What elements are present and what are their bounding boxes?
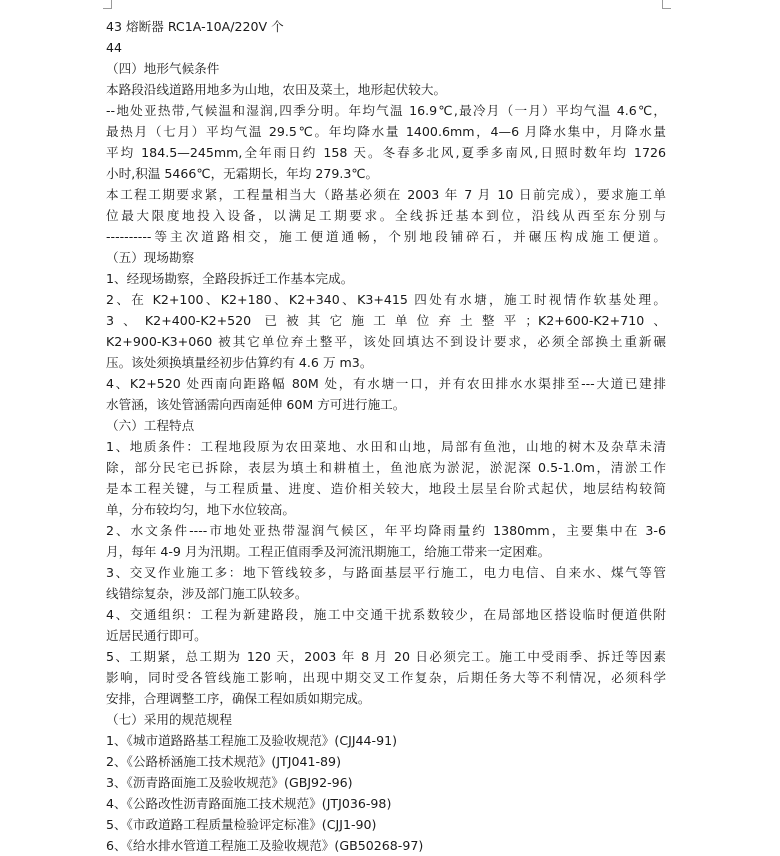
page-margin-corner-mark xyxy=(662,0,671,9)
text-line: ----------等主次道路相交，施工便道通畅，个别地段铺碎石，并碾压构成施工便道。 xyxy=(106,229,666,244)
text-line: 最热月（七月）平均气温 29.5℃。年均降水量 1400.6mm，4—6 月降水集中，月降水量 xyxy=(106,124,666,139)
text-line: 月，每年 4-9 月为汛期。工程正值雨季及河流汛期施工，给施工带来一定困难。 xyxy=(106,544,551,559)
list-item: 3、《沥青路面施工及验收规范》(GBJ92-96) xyxy=(106,775,353,790)
list-item: 1、经现场勘察，全路段拆迁工作基本完成。 xyxy=(106,271,354,286)
section-heading: （七）采用的规范规程 xyxy=(106,712,232,727)
list-item: 3、交叉作业施工多：地下管线较多，与路面基层平行施工，电力电信、自来水、煤气等管 xyxy=(106,565,666,580)
document-page xyxy=(106,16,666,856)
list-item: 4、《公路改性沥青路面施工技术规范》(JTJ036-98) xyxy=(106,796,392,811)
text-line: 近居民通行即可。 xyxy=(106,628,207,643)
text-line: 本工程工期要求紧，工程量相当大（路基必须在 2003 年 7 月 10 日前完成），要求施工单 xyxy=(106,187,666,202)
list-item: 2、水文条件----市地处亚热带湿润气候区，年平均降雨量约 1380mm，主要集中在 3-6 xyxy=(106,523,666,538)
list-item: 4、K2+520 处西南向距路幅 80M 处，有水塘一口，并有农田排水水渠排至---大道已建排 xyxy=(106,376,666,391)
text-line: 44 xyxy=(106,40,123,55)
text-line: 本路段沿线道路用地多为山地，农田及菜土，地形起伏较大。 xyxy=(106,82,447,97)
text-line: 平均 184.5—245mm,全年雨日约 158 天。冬春多北风,夏季多南风,日照时数年均 1726 xyxy=(106,145,666,160)
text-line: 43 熔断器 RC1A-10A/220V 个 xyxy=(106,19,284,34)
text-line: 位最大限度地投入设备，以满足工期要求。全线拆迁基本到位，沿线从西至东分别与 xyxy=(106,208,666,223)
list-item: 4、交通组织：工程为新建路段，施工中交通干扰系数较少，在局部地区搭设临时便道供附 xyxy=(106,607,666,622)
list-item: 5、《市政道路工程质量检验评定标准》(CJJ1-90) xyxy=(106,817,377,832)
list-item: 3、K2+400-K2+520 已被其它施工单位弃土整平；K2+600-K2+710、 xyxy=(106,313,666,328)
text-line: 是本工程关键，与工程质量、进度、造价相关较大，地段土层呈台阶式起伏，地层结构较简 xyxy=(106,481,666,496)
text-line: 除，部分民宅已拆除，表层为填土和耕植土，鱼池底为淤泥，淤泥深 0.5-1.0m，清淤工作 xyxy=(106,460,666,475)
list-item: 5、工期紧，总工期为 120 天，2003 年 8 月 20 日必须完工。施工中受雨季、拆迁等因素 xyxy=(106,649,666,664)
list-item: 1、《城市道路路基工程施工及验收规范》(CJJ44-91) xyxy=(106,733,398,748)
text-line: 单，分布较均匀，地下水位较高。 xyxy=(106,502,295,517)
text-line: --地处亚热带,气候温和湿润,四季分明。年均气温 16.9℃,最冷月（一月）平均气温 4.6℃， xyxy=(106,103,666,118)
text-line: 线错综复杂，涉及部门施工队较多。 xyxy=(106,586,308,601)
section-heading: （五）现场勘察 xyxy=(106,250,195,265)
text-line: K2+900-K3+060 被其它单位弃土整平，该处回填达不到设计要求，必须全部换土重新碾 xyxy=(106,334,666,349)
page-margin-corner-mark xyxy=(103,0,112,9)
section-heading: （六）工程特点 xyxy=(106,418,195,433)
list-item: 2、在 K2+100、K2+180、K2+340、K3+415 四处有水塘，施工时视情作软基处理。 xyxy=(106,292,666,307)
text-line: 影响，同时受各管线施工影响，出现中期交叉工作复杂，后期任务大等不利情况，必须科学 xyxy=(106,670,666,685)
text-line: 压。该处须换填量经初步估算约有 4.6 万 m3。 xyxy=(106,355,373,370)
text-line: 小时,积温 5466℃，无霜期长，年均 279.3℃。 xyxy=(106,166,379,181)
text-line: 安排，合理调整工序，确保工程如质如期完成。 xyxy=(106,691,371,706)
section-heading: （四）地形气候条件 xyxy=(106,61,220,76)
text-line: 水管涵，该处管涵需向西南延伸 60M 方可进行施工。 xyxy=(106,397,406,412)
list-item: 1、地质条件：工程地段原为农田菜地、水田和山地，局部有鱼池，山地的树木及杂草未清 xyxy=(106,439,666,454)
list-item: 6、《给水排水管道工程施工及验收规范》(GB50268-97) xyxy=(106,838,424,853)
list-item: 2、《公路桥涵施工技术规范》(JTJ041-89) xyxy=(106,754,341,769)
